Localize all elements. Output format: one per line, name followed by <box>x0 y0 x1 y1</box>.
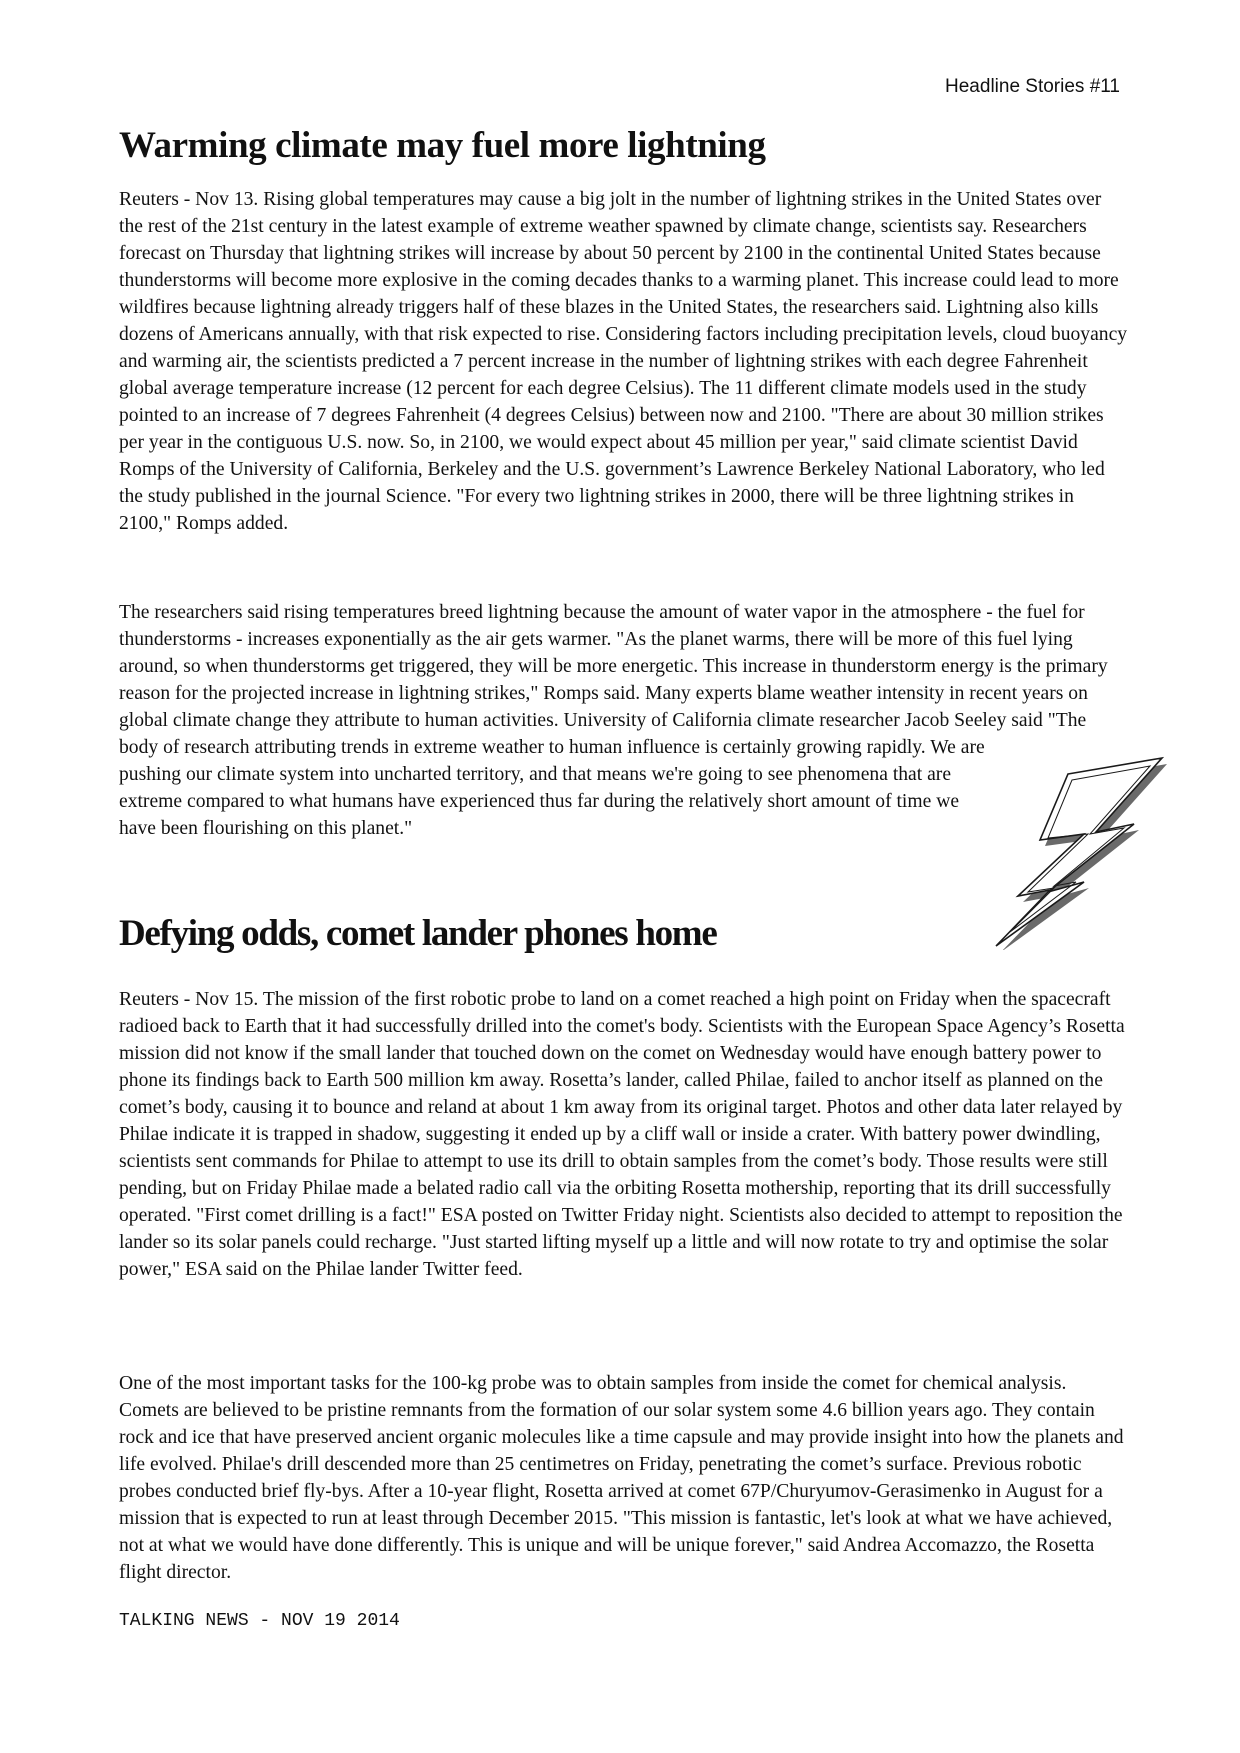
header-tag: Headline Stories #11 <box>945 76 1120 97</box>
article1-paragraph-2-narrow: body of research attributing trends in extreme weather to human influence is certainly growing rapidly. We are pushing our climate system into uncharted territory, and that means we're going to see phenomena that are extreme compared to what humans have experienced thus far during the relatively short amount of time we have been flourishing on this planet." <box>119 737 985 839</box>
footer-text: TALKING NEWS - NOV 19 2014 <box>119 1611 400 1631</box>
article2-paragraph-1-text: Reuters - Nov 15. The mission of the first robotic probe to land on a comet reached a high point on Friday when the spacecraft radioed back to Earth that it had successfully drilled into the comet's body. Scientists with the European Space Agency’s Rosetta mission did not know if the small lander that touched down on the comet on Wednesday would have enough battery power to phone its findings back to Earth 500 million km away. Rosetta’s lander, called Philae, failed to anchor itself as planned on the comet’s body, causing it to bounce and reland at about 1 km away from its original target. Photos and other data later relayed by Philae indicate it is trapped in shadow, suggesting it ended up by a cliff wall or inside a crater. With battery power dwindling, scientists sent commands for Philae to attempt to use its drill to obtain samples from the comet’s body. Those results were still pending, but on Friday Philae made a belated radio call via the orbiting Rosetta mothership, reporting that its drill successfully operated. "First comet drilling is a fact!" ESA posted on Twitter Friday night. Scientists also decided to attempt to reposition the lander so its solar panels could recharge. "Just started lifting myself up a little and will now rotate to try and optimise the solar power," ESA said on the Philae lander Twitter feed. <box>119 989 1125 1280</box>
article2-title: Defying odds, comet lander phones home <box>119 913 717 954</box>
article2-paragraph-2 <box>119 1370 1129 1586</box>
article1-paragraph-2 <box>119 599 1129 842</box>
article2-paragraph-2-text: One of the most important tasks for the 100-kg probe was to obtain samples from inside the comet for chemical analysis. Comets are believed to be pristine remnants from the formation of our solar system some 4.6 billion years ago. They contain rock and ice that have preserved ancient organic molecules like a time capsule and may provide insight into how the planets and life evolved. Philae's drill descended more than 25 centimetres on Friday, penetrating the comet’s surface. Previous robotic probes conducted brief fly-bys. After a 10-year flight, Rosetta arrived at comet 67P/Churyumov-Gerasimenko in August for a mission that is expected to run at least through December 2015. "This mission is fantastic, let's look at what we have achieved, not at what we would have done differently. This is unique and will be unique forever," said Andrea Accomazzo, the Rosetta flight director. <box>119 1373 1124 1583</box>
article1-paragraph-1 <box>119 186 1129 537</box>
article1-paragraph-1-text: Reuters - Nov 13. Rising global temperatures may cause a big jolt in the number of lightning strikes in the United States over the rest of the 21st century in the latest example of extreme weather spawned by climate change, scientists say. Researchers forecast on Thursday that lightning strikes will increase by about 50 percent by 2100 in the continental United States because thunderstorms will become more explosive in the coming decades thanks to a warming planet. This increase could lead to more wildfires because lightning already triggers half of these blazes in the United States, the researchers said. Lightning also kills dozens of Americans annually, with that risk expected to rise. Considering factors including precipitation levels, cloud buoyancy and warming air, the scientists predicted a 7 percent increase in the number of lightning strikes with each degree Fahrenheit global average temperature increase (12 percent for each degree Celsius). The 11 different climate models used in the study pointed to an increase of 7 degrees Fahrenheit (4 degrees Celsius) between now and 2100. "There are about 30 million strikes per year in the contiguous U.S. now. So, in 2100, we would expect about 45 million per year," said climate scientist David Romps of the University of California, Berkeley and the U.S. government’s Lawrence Berkeley National Laboratory, who led the study published in the journal Science. "For every two lightning strikes in 2000, there will be three lightning strikes in 2100," Romps added. <box>119 189 1128 534</box>
article1-paragraph-2-wide: The researchers said rising temperatures breed lightning because the amount of water vapor in the atmosphere - the fuel for thunderstorms - increases exponentially as the air gets warmer. "As the planet warms, there will be more of this fuel lying around, so when thunderstorms get triggered, they will be more energetic. This increase in thunderstorm energy is the primary reason for the projected increase in lightning strikes," Romps said. Many experts blame weather intensity in recent years on global climate change they attribute to human activities. University of California climate researcher Jacob Seeley said "The <box>119 602 1108 731</box>
article1-title: Warming climate may fuel more lightning <box>119 125 766 166</box>
article2-paragraph-1 <box>119 986 1129 1283</box>
lightning-bolt-icon <box>990 750 1180 950</box>
